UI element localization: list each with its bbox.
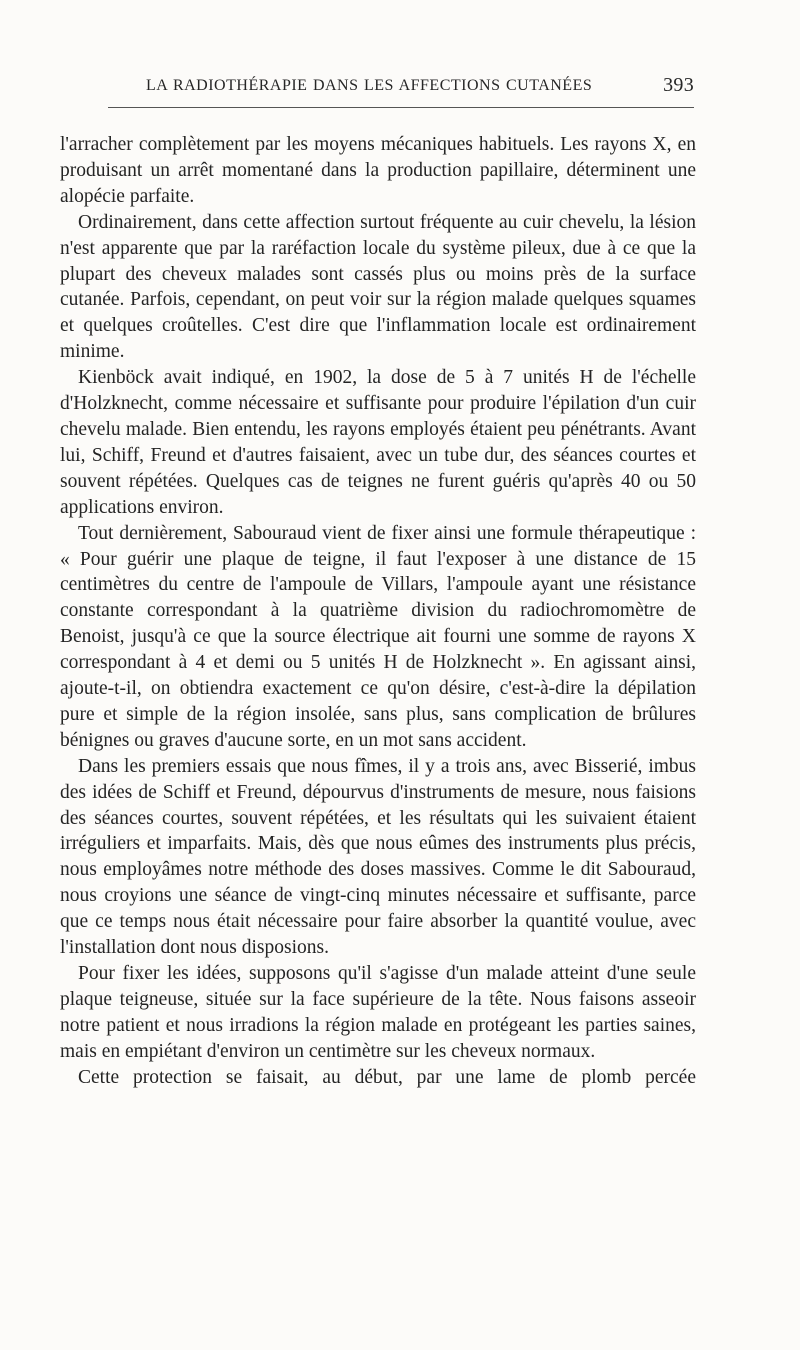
page-number: 393 xyxy=(663,74,694,96)
paragraph-protection-start: Cette protection se faisait, au début, par une lame de plomb percée xyxy=(78,1066,696,1088)
paragraph-sabouraud-formula: Tout dernièrement, Sabouraud vient de fixer ainsi une formule thérapeutique : « Pour guérir une plaque de teigne, il faut l'exposer à une distance de 15 centimètres du centre de l'ampoule de Villars, l'ampoule ayant une résistance constante correspondant à la quatrième division du radiochromomètre de Benoist, jusqu'à ce que la source électrique ait fourni une somme de rayons X correspondant à 4 et demi ou 5 unités H de Holzknecht ». En agissant ainsi, ajoute-t-il, on obtiendra exactement ce qu'on désire, c'est-à-dire la dépilation pure et simple de la région insolée, sans plus, sans complication de brûlures bénignes ou graves d'aucune sorte, en un mot sans accident. xyxy=(60,522,696,751)
paragraph-continuation: l'arracher complètement par les moyens mécaniques habituels. Les rayons X, en produisant un arrêt momentané dans la production papillaire, déterminent une alopécie parfaite. xyxy=(60,134,696,207)
body-text xyxy=(60,132,696,1091)
paragraph-affection-description: Ordinairement, dans cette affection surtout fréquente au cuir chevelu, la lésion n'est apparente que par la raréfaction locale du système pileux, due à ce que la plupart des cheveux malades sont cassés plus ou moins près de la surface cutanée. Parfois, cependant, on peut voir sur la région malade quelques squames et quelques croûtelles. C'est dire que l'inflammation locale est ordinairement minime. xyxy=(60,211,696,363)
paragraph-kienbock-dose: Kienböck avait indiqué, en 1902, la dose de 5 à 7 unités H de l'échelle d'Holzknecht, comme nécessaire et suffisante pour produire l'épilation d'un cuir chevelu malade. Bien entendu, les rayons employés étaient peu pénétrants. Avant lui, Schiff, Freund et d'autres faisaient, avec un tube dur, des séances courtes et souvent répétées. Quelques cas de teignes ne furent guéris qu'après 40 ou 50 applications environ. xyxy=(60,367,696,518)
running-title: LA RADIOTHÉRAPIE DANS LES AFFECTIONS CUTANÉES xyxy=(146,77,593,94)
header-rule xyxy=(108,107,694,108)
page-header xyxy=(108,72,694,108)
paragraph-patient-procedure: Pour fixer les idées, supposons qu'il s'agisse d'un malade atteint d'une seule plaque teigneuse, située sur la face supérieure de la tête. Nous faisons asseoir notre patient et nous irradions la région malade en protégeant les parties saines, mais en empiétant d'environ un centimètre sur les cheveux normaux. xyxy=(60,963,696,1062)
paragraph-first-trials: Dans les premiers essais que nous fîmes, il y a trois ans, avec Bisserié, imbus des idées de Schiff et Freund, dépourvus d'instruments de mesure, nous faisions des séances courtes, souvent répétées, et les résultats qui les suivaient étaient irréguliers et imparfaits. Mais, dès que nous eûmes des instruments plus précis, nous employâmes notre méthode des doses massives. Comme le dit Sabouraud, nous croyions une séance de vingt-cinq minutes nécessaire et suffisante, parce que ce temps nous était nécessaire pour faire absorber la quantité voulue, avec l'installation dont nous disposions. xyxy=(60,755,696,959)
